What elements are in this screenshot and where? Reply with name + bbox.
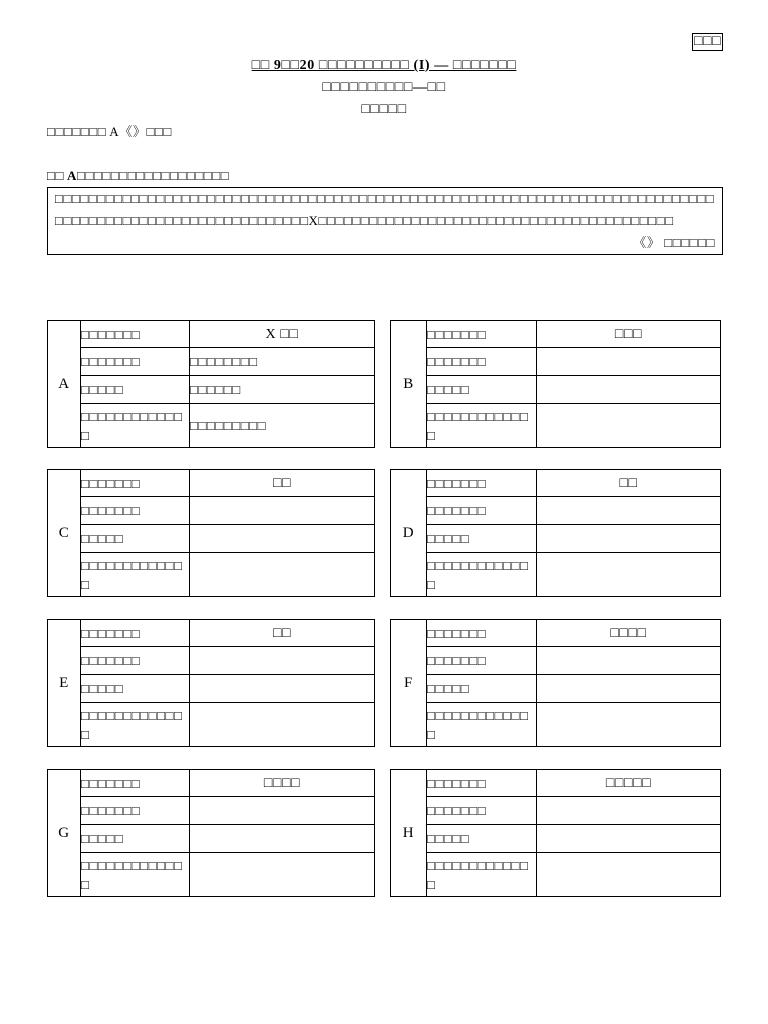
row-label: □□□□□□□□□□□□□ — [427, 553, 537, 597]
table-row — [48, 497, 375, 525]
topic-name: X □□ — [190, 321, 375, 348]
answer-cell[interactable]: □□□□□□□□ — [190, 348, 375, 376]
row-label: □□□□□□□ — [81, 647, 190, 675]
worksheet-title-text: □□ 9□□20 □□□□□□□□□□ (I) — □□□□□□□ — [251, 58, 517, 73]
answer-cell[interactable] — [537, 404, 721, 448]
answer-cell[interactable] — [537, 376, 721, 404]
topic-name: □□□□□ — [537, 770, 721, 797]
row-label: □□□□□ — [427, 825, 537, 853]
row-label: □□□□□□□□□□□□□ — [427, 404, 537, 448]
answer-cell[interactable] — [537, 703, 721, 747]
table-row — [48, 470, 375, 497]
table-row — [391, 703, 721, 747]
topic-name: □□ — [537, 470, 721, 497]
table-row — [391, 470, 721, 497]
table-row — [48, 553, 375, 597]
answer-cell[interactable] — [537, 797, 721, 825]
table-row — [48, 647, 375, 675]
answer-cell[interactable] — [190, 497, 375, 525]
table-row — [391, 647, 721, 675]
instruction-text: □□□□□□□ A《》□□□ — [47, 124, 172, 139]
table-letter: C — [48, 470, 81, 597]
topic-table-f — [390, 619, 721, 747]
table-row — [391, 853, 721, 897]
table-row — [391, 620, 721, 647]
table-row — [48, 321, 375, 348]
row-label: □□□□□□□□□□□□□ — [427, 853, 537, 897]
topic-table-b — [390, 320, 721, 448]
table-row — [48, 404, 375, 448]
answer-cell[interactable] — [190, 525, 375, 553]
topic-name: □□□□ — [190, 770, 375, 797]
row-label: □□□□□□□ — [427, 321, 537, 348]
table-row — [391, 797, 721, 825]
row-label: □□□□□ — [427, 376, 537, 404]
answer-cell[interactable] — [537, 647, 721, 675]
answer-cell[interactable] — [537, 553, 721, 597]
answer-cell[interactable] — [537, 825, 721, 853]
topic-table-h — [390, 769, 721, 897]
topic-name: □□ — [190, 470, 375, 497]
row-label: □□□□□□□ — [427, 647, 537, 675]
row-label: □□□□□ — [81, 525, 190, 553]
table-row — [48, 770, 375, 797]
row-label: □□□□□ — [81, 376, 190, 404]
row-label: □□□□□□□ — [427, 497, 537, 525]
topic-table-d — [390, 469, 721, 597]
table-letter: F — [391, 620, 427, 747]
answer-cell[interactable] — [190, 825, 375, 853]
row-label: □□□□□□□ — [81, 497, 190, 525]
answer-cell[interactable] — [190, 703, 375, 747]
table-row — [48, 348, 375, 376]
answer-cell[interactable] — [537, 348, 721, 376]
row-label: □□□□□□□□□□□□□ — [81, 404, 190, 448]
answer-cell[interactable] — [190, 675, 375, 703]
answer-cell[interactable] — [190, 797, 375, 825]
table-row — [391, 321, 721, 348]
source-heading-text: □□□□□□□□□□□□□□□□□□ — [77, 168, 230, 183]
topic-name: □□□ — [537, 321, 721, 348]
row-label: □□□□□ — [427, 525, 537, 553]
answer-cell[interactable] — [537, 497, 721, 525]
table-row — [48, 797, 375, 825]
row-label: □□□□□□□ — [427, 797, 537, 825]
table-letter: B — [391, 321, 427, 448]
topic-name: □□□□ — [537, 620, 721, 647]
answer-cell[interactable] — [190, 553, 375, 597]
row-label: □□□□□□□□□□□□□ — [81, 703, 190, 747]
row-label: □□□□□□□□□□□□□ — [81, 553, 190, 597]
answer-cell[interactable]: □□□□□□ — [190, 376, 375, 404]
topic-table-a — [47, 320, 375, 448]
source-heading — [47, 165, 229, 187]
table-letter: A — [48, 321, 81, 448]
table-row — [391, 404, 721, 448]
table-letter: H — [391, 770, 427, 897]
worksheet-title — [0, 55, 768, 77]
worksheet-section-title: □□□□□ — [361, 102, 407, 117]
answer-cell[interactable] — [537, 525, 721, 553]
table-row — [391, 675, 721, 703]
source-text: □□□□□□□□□□□□□□□□□□□□□□□□□□□□□□□□□□□□□□□□□□□□□□□□□□□□□□□□□□□□□□□□□□□□□□□□□□□□□□□□□□□□□□□□□□□□□□□□□□□□□□□□□□□□X□□□□□□□□□□□□□□□□□□□□□□□□□□□□□□□□□□□□□□□□□□ — [55, 191, 715, 228]
table-row — [48, 703, 375, 747]
table-row — [391, 348, 721, 376]
answer-cell[interactable] — [190, 647, 375, 675]
table-row — [391, 825, 721, 853]
table-row — [48, 675, 375, 703]
table-row — [391, 553, 721, 597]
row-label: □□□□□ — [81, 825, 190, 853]
row-label: □□□□□□□ — [81, 321, 190, 348]
answer-cell[interactable] — [537, 853, 721, 897]
row-label: □□□□□□□ — [81, 470, 190, 497]
table-row — [391, 497, 721, 525]
row-label: □□□□□□□ — [427, 770, 537, 797]
source-box — [47, 187, 723, 255]
row-label: □□□□□□□ — [427, 348, 537, 376]
row-label: □□□□□□□ — [427, 620, 537, 647]
row-label: □□□□□□□□□□□□□ — [81, 853, 190, 897]
table-row — [48, 620, 375, 647]
topic-table-g — [47, 769, 375, 897]
worksheet-subtitle: □□□□□□□□□□—□□ — [322, 80, 446, 95]
table-letter: E — [48, 620, 81, 747]
row-label: □□□□□□□ — [427, 470, 537, 497]
row-label: □□□□□□□□□□□□□ — [427, 703, 537, 747]
row-label: □□□□□ — [81, 675, 190, 703]
answer-cell[interactable] — [190, 853, 375, 897]
source-citation: 《》 □□□□□□ — [633, 235, 715, 250]
table-row — [48, 853, 375, 897]
source-heading-label: □□ A — [47, 168, 78, 183]
row-label: □□□□□□□ — [81, 620, 190, 647]
topic-table-c — [47, 469, 375, 597]
table-row — [391, 525, 721, 553]
row-label: □□□□□□□ — [81, 797, 190, 825]
table-row — [48, 525, 375, 553]
topic-table-e — [47, 619, 375, 747]
topic-name: □□ — [190, 620, 375, 647]
answer-cell[interactable] — [537, 675, 721, 703]
table-row — [48, 825, 375, 853]
row-label: □□□□□ — [427, 675, 537, 703]
table-letter: G — [48, 770, 81, 897]
table-row — [391, 770, 721, 797]
row-label: □□□□□□□ — [81, 770, 190, 797]
answer-cell[interactable]: □□□□□□□□□ — [190, 404, 375, 448]
table-letter: D — [391, 470, 427, 597]
attachment-label: □□□ — [694, 34, 722, 49]
table-row — [391, 376, 721, 404]
table-row — [48, 376, 375, 404]
row-label: □□□□□□□ — [81, 348, 190, 376]
